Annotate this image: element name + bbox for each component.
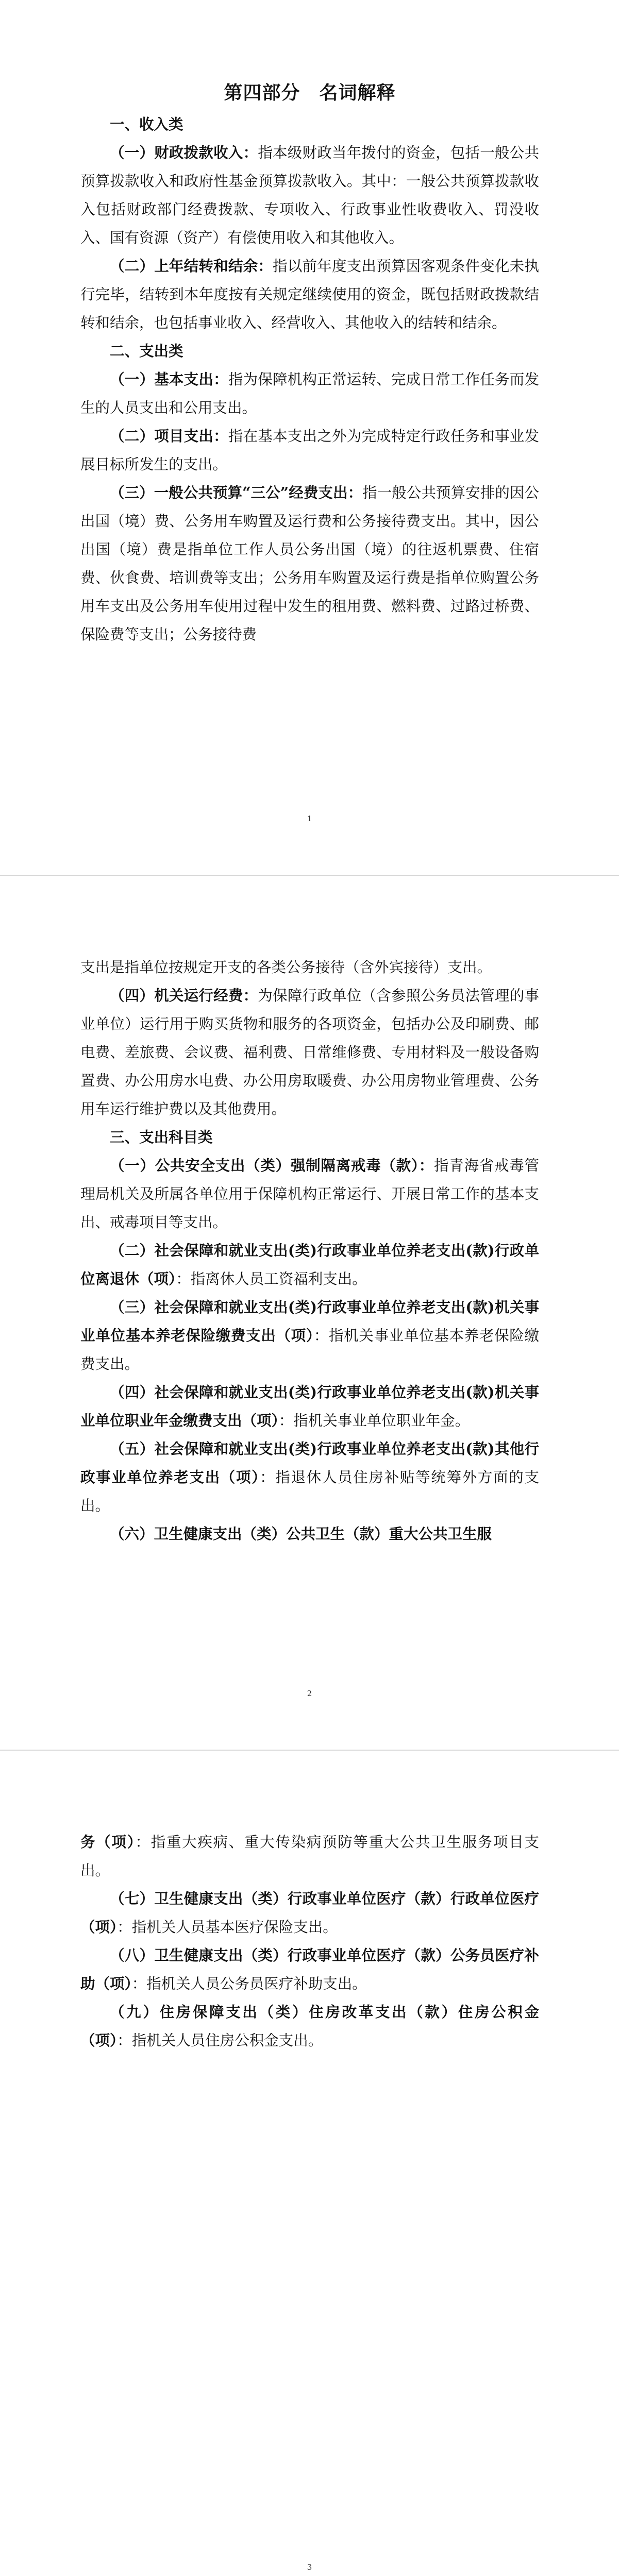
paragraph-retirement: [80, 1236, 539, 1293]
term-label: （二）上年结转和结余：: [110, 257, 273, 275]
term-definition: 指一般公共预算安排的因公出国（境）费、公务用车购置及运行费和公务接待费支出。其中，因公出国（境）费是指单位工作人员公务出国（境）的往返机票费、住宿费、伙食费、培训费等支出；公务用车购置及运行费是指单位购置公务用车支出及公务用车使用过程中发生的租用费、燃料费、过路过桥费、保险费等支出；公务接待费: [80, 484, 539, 643]
term-label: （九）住房保障支出（类）住房改革支出（款）住房公积金（项）: [80, 2003, 539, 2049]
term-label: （二）社会保障和就业支出(类)行政事业单位养老支出(款)行政单位离退休（项）: [80, 1242, 539, 1287]
paragraph-admin-medical: [80, 1885, 539, 1941]
term-definition: ：指退休人员住房补贴等统筹外方面的支出。: [80, 1469, 539, 1514]
term-definition: ：指机关人员住房公积金支出。: [117, 2032, 323, 2049]
page-3-content: [80, 1828, 539, 2055]
paragraph-fiscal-appropriation: [80, 139, 539, 252]
term-definition: 指为保障机构正常运转、完成日常工作任务而发生的人员支出和公用支出。: [80, 371, 539, 416]
term-label: （七）卫生健康支出（类）行政事业单位医疗（款）行政单位医疗（项）: [80, 1890, 539, 1936]
page-1: [0, 0, 619, 875]
term-definition: 指本级财政当年拨付的资金，包括一般公共预算拨款收入和政府性基金预算拨款收入。其中：一般公共预算拨款收入包括财政部门经费拨款、专项收入、行政事业性收费收入、罚没收入、国有资源（资产）有偿使用收入和其他收入。: [80, 144, 539, 246]
term-label: 务（项）: [80, 1833, 136, 1851]
term-definition: ：指机关人员基本医疗保险支出。: [117, 1919, 338, 1936]
term-definition: ：指机关事业单位职业年金。: [278, 1412, 470, 1429]
term-label: （一）财政拨款收入：: [110, 144, 258, 161]
term-label: （八）卫生健康支出（类）行政事业单位医疗（款）公务员医疗补助（项）: [80, 1946, 539, 1992]
page-2: [0, 876, 619, 1750]
page-3: [0, 1751, 619, 2576]
paragraph-public-security: [80, 1151, 539, 1236]
term-definition: ：指重大疾病、重大传染病预防等重大公共卫生服务项目支出。: [80, 1834, 539, 1879]
paragraph-project-expense: [80, 422, 539, 479]
term-label: （六）卫生健康支出（类）公共卫生（款）重大公共卫生服: [110, 1525, 492, 1543]
term-label: （三）一般公共预算“三公”经费支出：: [110, 484, 363, 501]
term-definition: ：指机关人员公务员医疗补助支出。: [131, 1975, 367, 1992]
term-label: （三）社会保障和就业支出(类)行政事业单位养老支出(款)机关事业单位基本养老保险缴费支出（项）: [80, 1298, 539, 1344]
page-1-content: [80, 78, 539, 649]
term-label: （一）基本支出：: [110, 370, 228, 388]
section-heading-expense: 二、支出类: [110, 342, 183, 360]
term-label: （一）公共安全支出（类）强制隔离戒毒（款）：: [110, 1157, 434, 1174]
paragraph-three-public-expense: [80, 479, 539, 649]
section-heading-income: 一、收入类: [110, 115, 183, 133]
term-definition: ：指机关事业单位基本养老保险缴费支出。: [80, 1327, 539, 1372]
paragraph-operating-expense: [80, 981, 539, 1123]
page-number: 3: [307, 2563, 312, 2572]
paragraph-public-health-cont: [80, 1828, 539, 1885]
paragraph-other-pension: [80, 1435, 539, 1520]
term-definition: 指在基本支出之外为完成特定行政任务和事业发展目标所发生的支出。: [80, 428, 539, 473]
term-label: （四）社会保障和就业支出(类)行政事业单位养老支出(款)机关事业单位职业年金缴费支出（项）: [80, 1383, 539, 1429]
paragraph-basic-expense: [80, 365, 539, 422]
paragraph-occupational-annuity: [80, 1378, 539, 1435]
term-definition: 指青海省戒毒管理局机关及所属各单位用于保障机构正常运行、开展日常工作的基本支出、戒毒项目等支出。: [80, 1157, 539, 1231]
term-label: （五）社会保障和就业支出(类)行政事业单位养老支出(款)其他行政事业单位养老支出（项）: [80, 1440, 539, 1486]
paragraph-housing-fund: [80, 1998, 539, 2055]
term-definition: ：指离休人员工资福利支出。: [176, 1270, 367, 1287]
page-number: 1: [307, 814, 312, 823]
paragraph-continuation: 支出是指单位按规定开支的各类公务接待（含外宾接待）支出。: [80, 959, 492, 976]
section-heading-subjects: 三、支出科目类: [110, 1128, 213, 1146]
term-definition: 指以前年度支出预算因客观条件变化未执行完毕，结转到本年度按有关规定继续使用的资金，既包括财政拨款结转和结余，也包括事业收入、经营收入、其他收入的结转和结余。: [80, 258, 539, 331]
paragraph-carryover: [80, 252, 539, 337]
paragraph-public-health: [80, 1520, 539, 1548]
term-label: （四）机关运行经费：: [110, 987, 258, 1004]
page-number: 2: [307, 1689, 312, 1698]
page-title: 第四部分 名词解释: [224, 82, 396, 104]
paragraph-civil-servant-medical: [80, 1941, 539, 1998]
page-2-content: [80, 953, 539, 1548]
paragraph-basic-pension: [80, 1293, 539, 1378]
term-definition: 为保障行政单位（含参照公务员法管理的事业单位）运行用于购买货物和服务的各项资金，包括办公及印刷费、邮电费、差旅费、会议费、福利费、日常维修费、专用材料及一般设备购置费、办公用房水电费、办公用房取暖费、办公用房物业管理费、公务用车运行维护费以及其他费用。: [80, 987, 539, 1117]
term-label: （二）项目支出：: [110, 427, 228, 445]
